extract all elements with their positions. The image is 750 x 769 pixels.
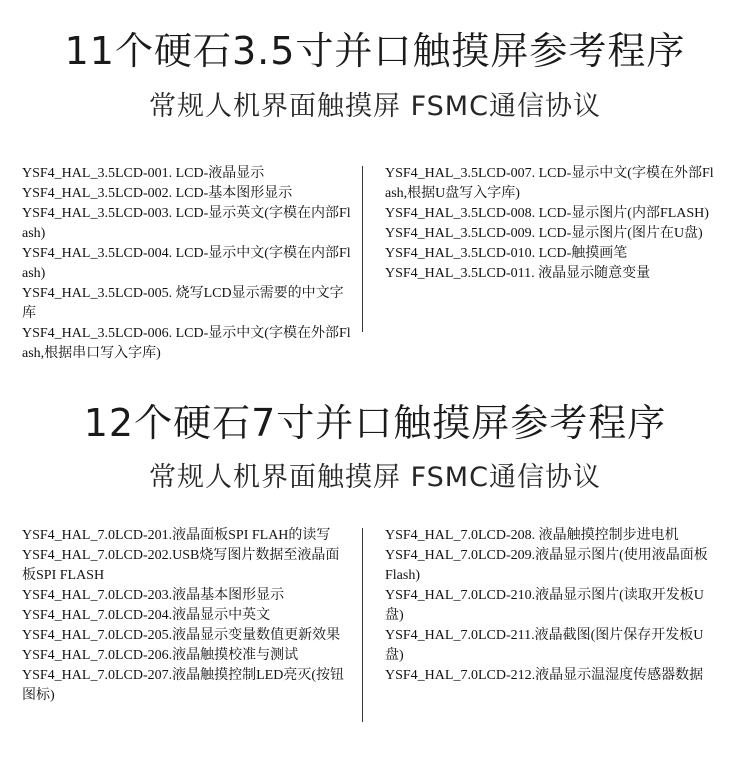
list-item: YSF4_HAL_3.5LCD-005. 烧写LCD显示需要的中文字库 (22, 286, 344, 321)
list-item: YSF4_HAL_7.0LCD-202.USB烧写图片数据至液晶面板SPI FLASH (22, 548, 340, 583)
list-item: YSF4_HAL_7.0LCD-211.液晶截图(图片保存开发板U盘) (385, 628, 704, 663)
section-3-5-inch (0, 0, 750, 370)
column-divider (362, 166, 363, 332)
section-title: 12个硬石7寸并口触摸屏参考程序 (83, 401, 667, 445)
list-item: YSF4_HAL_3.5LCD-011. 液晶显示随意变量 (385, 266, 651, 281)
list-item: YSF4_HAL_3.5LCD-001. LCD-液晶显示 (22, 166, 265, 181)
list-item: YSF4_HAL_7.0LCD-210.液晶显示图片(读取开发板U盘) (385, 588, 704, 623)
list-item: YSF4_HAL_7.0LCD-205.液晶显示变量数值更新效果 (22, 628, 341, 643)
list-item: YSF4_HAL_3.5LCD-010. LCD-触摸画笔 (385, 246, 628, 261)
list-item: YSF4_HAL_7.0LCD-206.液晶触摸校准与测试 (22, 648, 299, 663)
list-item: YSF4_HAL_3.5LCD-006. LCD-显示中文(字模在外部Flash,根据串口写入字库) (22, 326, 351, 361)
list-item: YSF4_HAL_3.5LCD-002. LCD-基本图形显示 (22, 186, 293, 201)
list-item: YSF4_HAL_7.0LCD-204.液晶显示中英文 (22, 608, 271, 623)
program-list-right (385, 526, 715, 686)
section-7-inch (0, 370, 750, 769)
section-title: 11个硬石3.5寸并口触摸屏参考程序 (64, 29, 686, 73)
list-item: YSF4_HAL_7.0LCD-209.液晶显示图片(使用液晶面板Flash) (385, 548, 708, 583)
list-item: YSF4_HAL_7.0LCD-203.液晶基本图形显示 (22, 588, 285, 603)
list-item: YSF4_HAL_3.5LCD-009. LCD-显示图片(图片在U盘) (385, 226, 703, 241)
list-item: YSF4_HAL_3.5LCD-008. LCD-显示图片(内部FLASH) (385, 206, 709, 221)
list-item: YSF4_HAL_3.5LCD-007. LCD-显示中文(字模在外部Flash,根据U盘写入字库) (385, 166, 714, 201)
program-list-left (22, 526, 352, 706)
list-item: YSF4_HAL_3.5LCD-004. LCD-显示中文(字模在内部Flash) (22, 246, 351, 281)
program-list-left (22, 164, 352, 364)
section-subtitle: 常规人机界面触摸屏 FSMC通信协议 (149, 462, 601, 493)
list-item: YSF4_HAL_7.0LCD-201.液晶面板SPI FLAH的读写 (22, 528, 331, 543)
list-item: YSF4_HAL_3.5LCD-003. LCD-显示英文(字模在内部Flash) (22, 206, 351, 241)
program-list-right (385, 164, 715, 284)
column-divider (362, 528, 363, 722)
section-subtitle: 常规人机界面触摸屏 FSMC通信协议 (149, 91, 601, 122)
list-item: YSF4_HAL_7.0LCD-207.液晶触摸控制LED亮灭(按钮图标) (22, 668, 344, 703)
list-item: YSF4_HAL_7.0LCD-212.液晶显示温湿度传感器数据 (385, 668, 704, 683)
list-item: YSF4_HAL_7.0LCD-208. 液晶触摸控制步进电机 (385, 528, 679, 543)
